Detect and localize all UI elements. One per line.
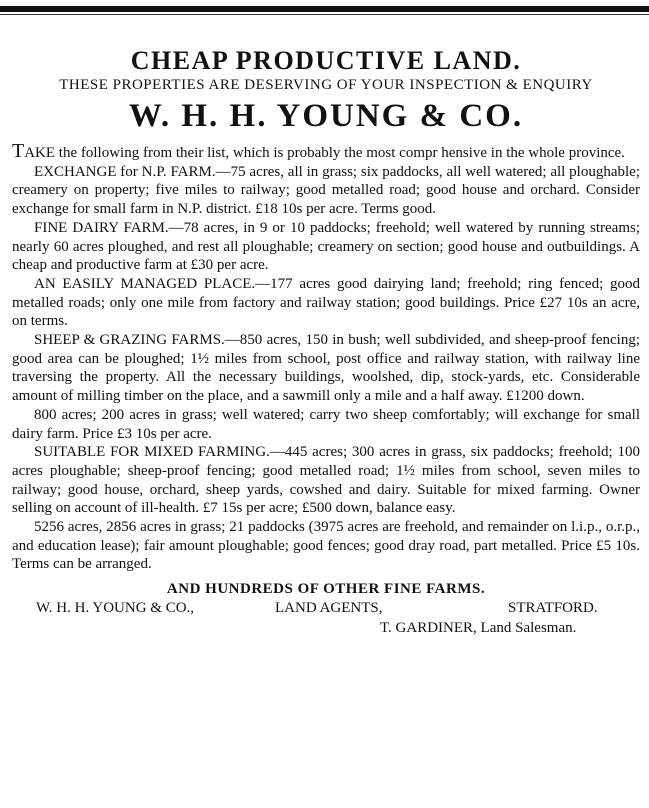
signature-town: STRATFORD. bbox=[508, 600, 598, 617]
listing-item: FINE DAIRY FARM.—78 acres, in 9 or 10 paddocks; freehold; well watered by running streams; nearly 60 acres ploughed, and rest all ploughable; creamery on section; good house and outbuildings. A cheap and productive farm at £30 per acre. bbox=[12, 219, 640, 274]
signature-firm: W. H. H. YOUNG & CO., bbox=[36, 600, 195, 617]
firm-name: W. H. H. YOUNG & CO. bbox=[128, 98, 524, 134]
listing-item: EXCHANGE for N.P. FARM.—75 acres, all in grass; six paddocks, all well watered; all ploughable; creamery on property; five miles to railway; good metalled road; good house and orchard. Consider exchange for small farm in N.P. district. £18 10s per acre. Terms good. bbox=[12, 163, 640, 218]
advertisement bbox=[12, 46, 640, 642]
signature-salesman: T. GARDINER, Land Salesman. bbox=[380, 620, 577, 637]
listing-item: 5256 acres, 2856 acres in grass; 21 paddocks (3975 acres are freehold, and remainder on l.i.p., o.r.p., and education lease); fair amount ploughable; good fences; good dray road, part metalled. Price £5 10s. Terms can be arranged. bbox=[12, 519, 640, 573]
signature-role: LAND AGENTS, bbox=[275, 600, 383, 617]
listing-item: SHEEP & GRAZING FARMS.—850 acres, 150 in bush; well subdivided, and sheep-proof fencing; good area can be ploughed; 1½ miles from school, post office and railway station, with railway line traversing the property. All the necessary buildings, woolshed, dip, stock-yards, etc. Considerable amount of milling timber on the place, and a sawmill only a mile and a half away. £1200 down. bbox=[12, 332, 640, 405]
listings-body bbox=[12, 142, 640, 574]
listing-item: 800 acres; 200 acres in grass; well watered; carry two sheep comfortably; will exchange for small dairy farm. Price £3 10s per acre. bbox=[12, 406, 640, 442]
top-border-rule bbox=[0, 6, 649, 12]
listing-item: SUITABLE FOR MIXED FARMING.—445 acres; 300 acres in grass, six paddocks; freehold; 100 acres ploughable; sheep-proof fencing; good metalled road; 1½ miles from school, seven miles to railway; good house, orchard, sheep yards, cowshed and dairy. Suitable for mixed farming. Owner selling on account of ill-health. £7 15s per acre; £500 down, balance easy. bbox=[12, 444, 640, 517]
closing-line: AND HUNDREDS OF OTHER FINE FARMS. bbox=[166, 581, 486, 598]
listing-item: AN EASILY MANAGED PLACE.—177 acres good dairying land; freehold; ring fenced; good metalled roads; only one mile from factory and railway station; good buildings. Price £27 10s an acre, on terms. bbox=[12, 275, 640, 330]
heading: CHEAP PRODUCTIVE LAND. bbox=[130, 46, 522, 75]
signature-block bbox=[12, 600, 640, 642]
subheading: THESE PROPERTIES ARE DESERVING OF YOUR INSPECTION & ENQUIRY bbox=[59, 77, 593, 93]
intro-paragraph: TAKE the following from their list, which is probably the most compr hensive in the whole province. bbox=[12, 140, 625, 162]
top-thin-rule bbox=[0, 14, 649, 15]
